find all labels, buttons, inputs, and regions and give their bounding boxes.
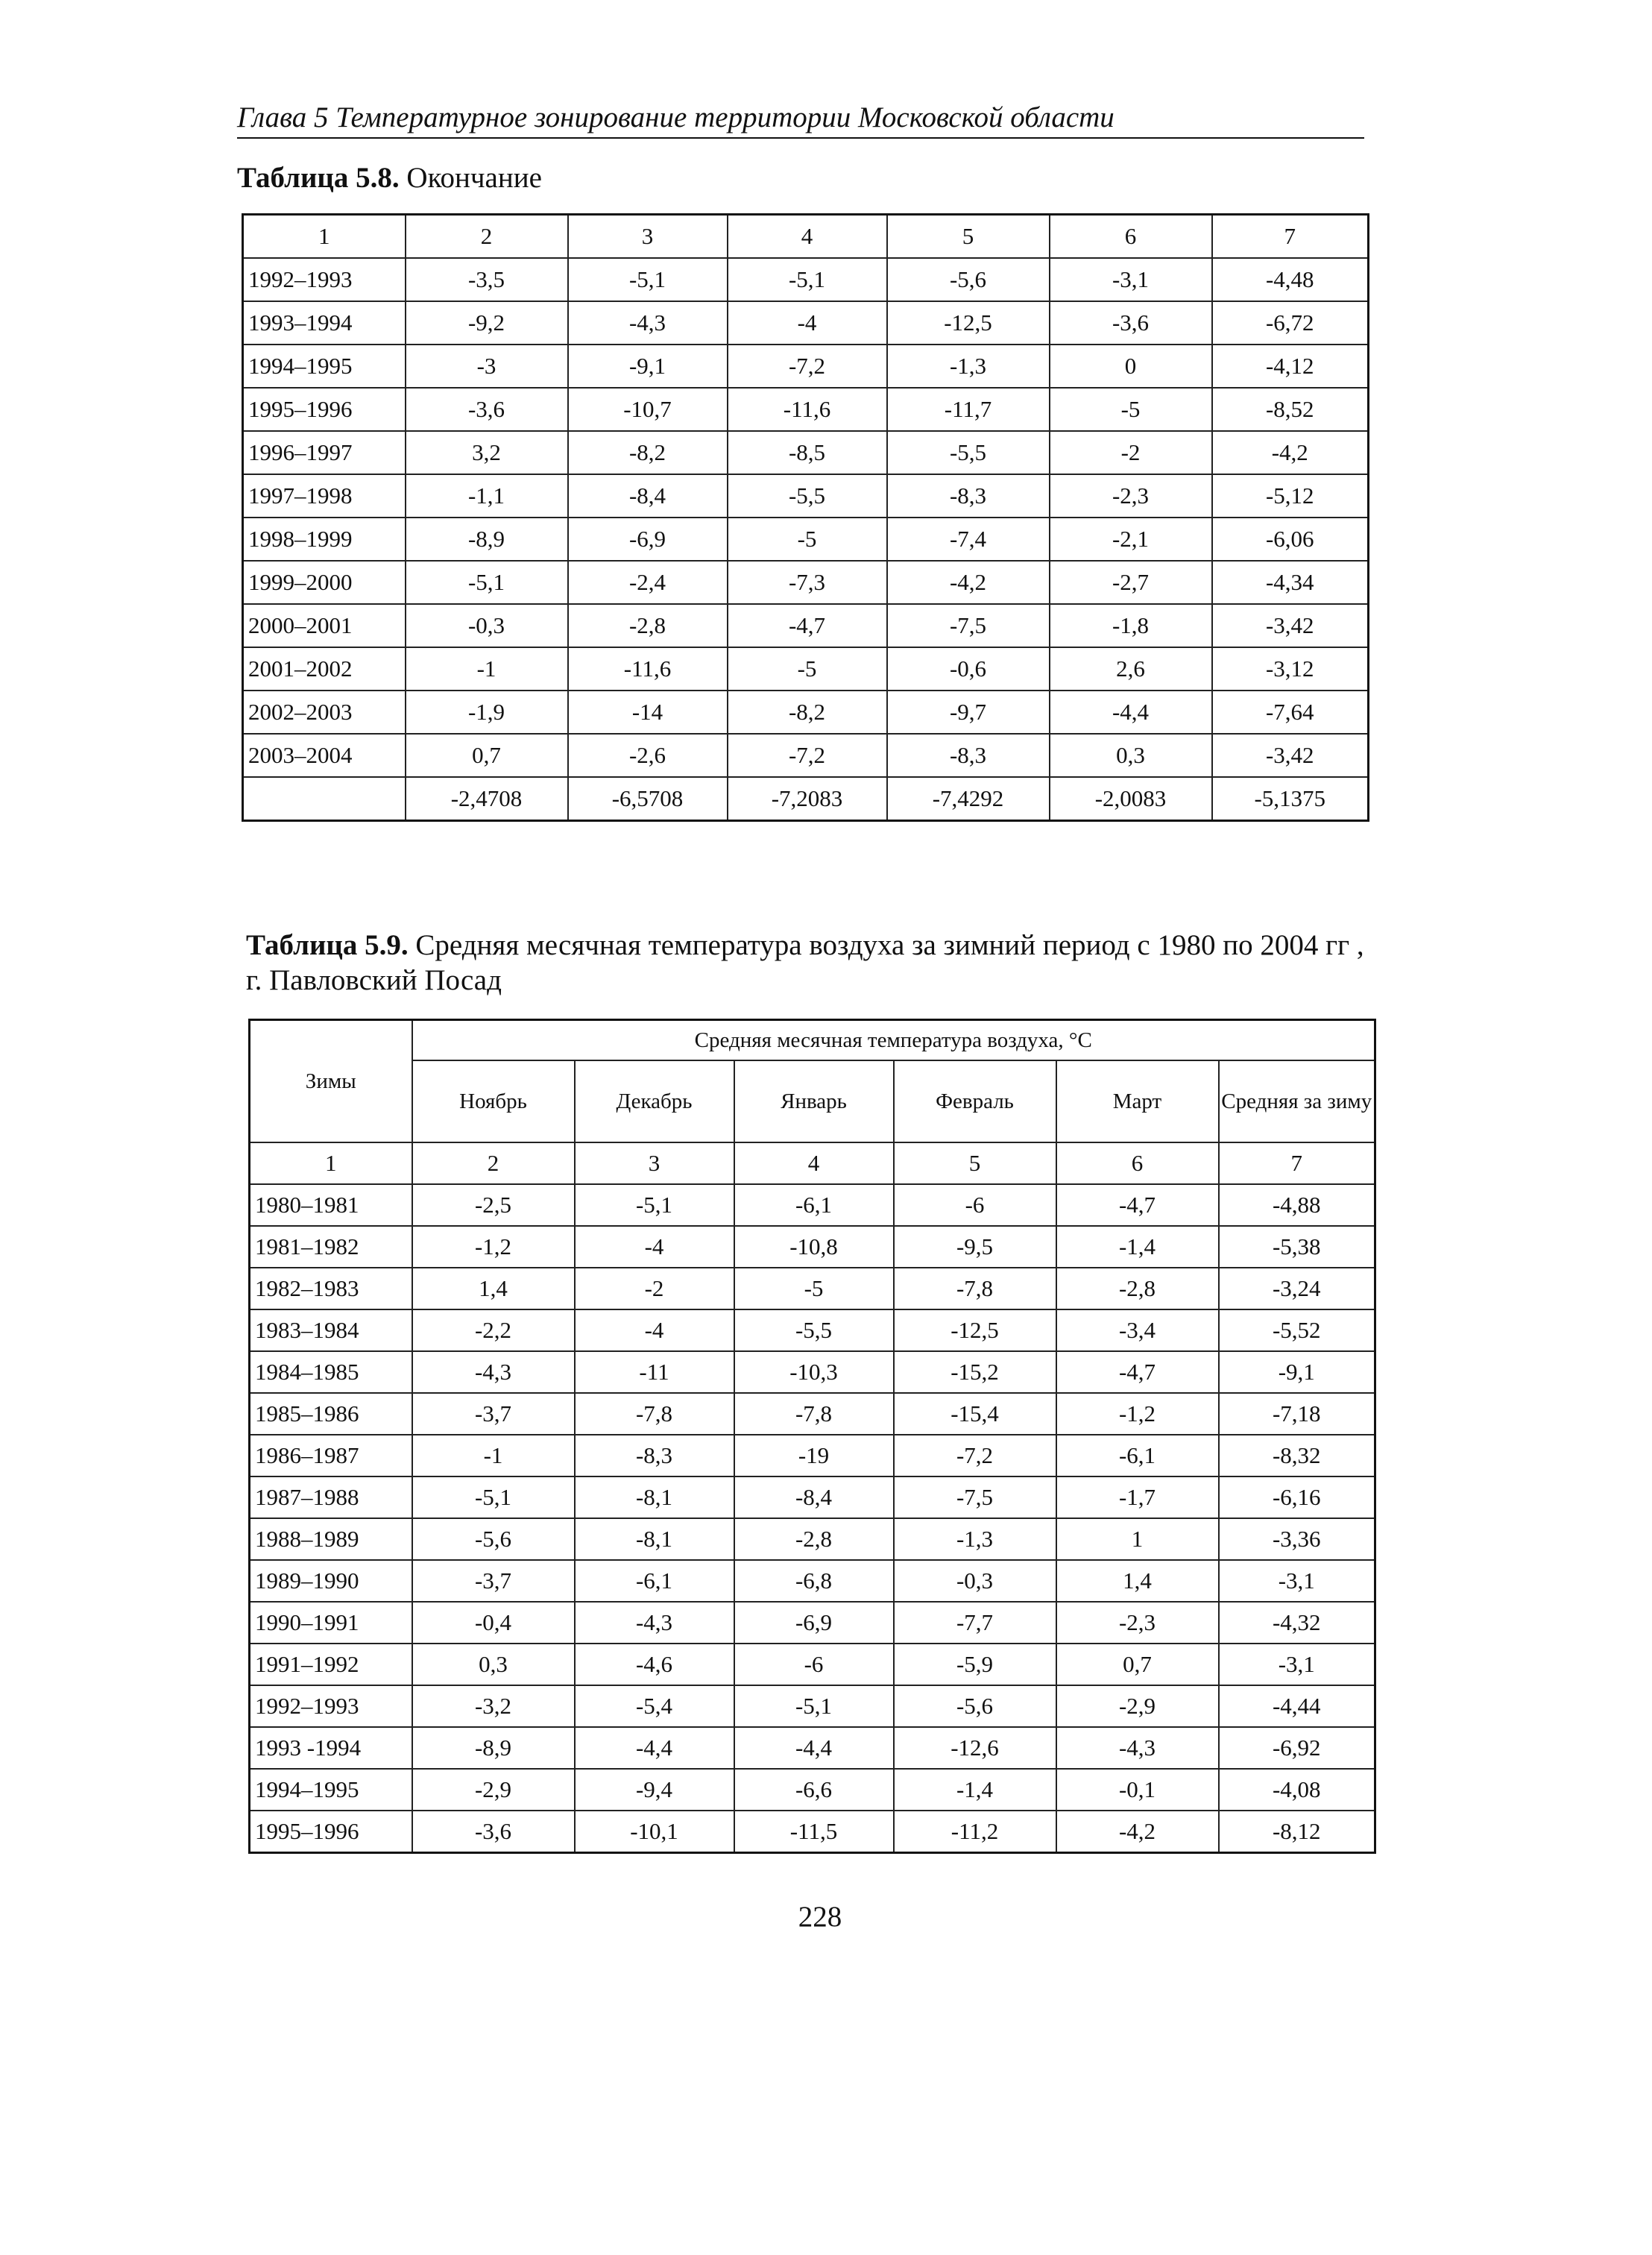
temperature-cell: -4,4 — [734, 1727, 894, 1769]
temperature-cell: -1,4 — [894, 1769, 1056, 1811]
temperature-cell: -7,2 — [894, 1435, 1056, 1476]
table-row — [250, 1309, 1375, 1351]
temperature-cell: -9,1 — [1219, 1351, 1375, 1393]
temperature-cell: -9,4 — [575, 1769, 734, 1811]
table-5-9-caption-label: Таблица 5.9. — [246, 929, 409, 961]
temperature-cell: -2,4708 — [406, 777, 568, 821]
temperature-cell: -0,6 — [887, 647, 1050, 691]
temperature-cell: -5,5 — [887, 431, 1050, 474]
temperature-cell: -8,3 — [887, 474, 1050, 518]
temperature-cell: -8,52 — [1212, 388, 1369, 431]
temperature-cell: 1,4 — [412, 1268, 575, 1309]
temperature-cell: 2,6 — [1050, 647, 1212, 691]
temperature-cell: -12,5 — [887, 301, 1050, 345]
temperature-cell: -3,24 — [1219, 1268, 1375, 1309]
table-row — [250, 1560, 1375, 1602]
temperature-cell: -5,52 — [1219, 1309, 1375, 1351]
temperature-cell: -9,5 — [894, 1226, 1056, 1268]
temperature-cell: -14 — [568, 691, 728, 734]
temperature-cell: -6,06 — [1212, 518, 1369, 561]
table-5-8-body — [243, 258, 1369, 821]
table-5-9-number-row — [250, 1142, 1375, 1184]
table-5-8-caption — [237, 161, 542, 195]
temperature-cell: -5,5 — [734, 1309, 894, 1351]
temperature-cell: -1 — [406, 647, 568, 691]
temperature-cell: -11,6 — [568, 647, 728, 691]
temperature-cell: -8,9 — [406, 518, 568, 561]
table-5-9 — [248, 1019, 1376, 1854]
temperature-cell: -7,7 — [894, 1602, 1056, 1644]
temperature-cell: -7,18 — [1219, 1393, 1375, 1435]
table-row — [250, 1184, 1375, 1226]
temperature-cell: -0,3 — [894, 1560, 1056, 1602]
column-number: 1 — [243, 215, 406, 259]
column-number: 1 — [250, 1142, 412, 1184]
temperature-cell: -0,4 — [412, 1602, 575, 1644]
table-5-9-caption — [246, 928, 1379, 998]
temperature-cell: -2,9 — [1056, 1685, 1219, 1727]
winter-period-cell: 1987–1988 — [250, 1476, 412, 1518]
temperature-cell: -3,42 — [1212, 734, 1369, 777]
winter-period-cell: 1998–1999 — [243, 518, 406, 561]
temperature-cell: -4,3 — [1056, 1727, 1219, 1769]
temperature-cell: -1,2 — [412, 1226, 575, 1268]
temperature-cell: -8,5 — [728, 431, 887, 474]
table-row — [250, 1727, 1375, 1769]
temperature-cell: -15,2 — [894, 1351, 1056, 1393]
temperature-cell: -2,2 — [412, 1309, 575, 1351]
temperature-cell: -4,08 — [1219, 1769, 1375, 1811]
temperature-cell: -5,6 — [894, 1685, 1056, 1727]
temperature-cell: -6,9 — [568, 518, 728, 561]
temperature-cell: -7,4292 — [887, 777, 1050, 821]
winter-period-cell: 1999–2000 — [243, 561, 406, 604]
temperature-cell: -2,4 — [568, 561, 728, 604]
temperature-cell: -4,44 — [1219, 1685, 1375, 1727]
temperature-cell: -4,4 — [1050, 691, 1212, 734]
temperature-cell: -5,6 — [887, 258, 1050, 301]
winter-period-cell: 1997–1998 — [243, 474, 406, 518]
temperature-cell: -8,9 — [412, 1727, 575, 1769]
winter-period-cell: 1993 -1994 — [250, 1727, 412, 1769]
temperature-cell: -5,1 — [568, 258, 728, 301]
winter-period-cell: 2001–2002 — [243, 647, 406, 691]
temperature-cell: 0,7 — [1056, 1644, 1219, 1685]
column-number: 6 — [1050, 215, 1212, 259]
temperature-cell: -5,1 — [734, 1685, 894, 1727]
table-row — [243, 691, 1369, 734]
temperature-cell: -2,8 — [1056, 1268, 1219, 1309]
temperature-cell: -8,32 — [1219, 1435, 1375, 1476]
temperature-cell: -4,4 — [575, 1727, 734, 1769]
temperature-cell: -5 — [734, 1268, 894, 1309]
temperature-cell: -4,7 — [1056, 1184, 1219, 1226]
temperature-cell: -7,5 — [887, 604, 1050, 647]
table-row — [250, 1476, 1375, 1518]
winter-period-cell: 1981–1982 — [250, 1226, 412, 1268]
temperature-cell: -6,8 — [734, 1560, 894, 1602]
column-number: 4 — [728, 215, 887, 259]
chapter-header: Глава 5 Температурное зонирование территории Московской области — [237, 101, 1364, 139]
temperature-cell: -4,3 — [412, 1351, 575, 1393]
table-5-9-caption-text: Средняя месячная температура воздуха за зимний период с 1980 по 2004 гг , г. Павловский Посад — [246, 929, 1364, 996]
month-header-november: Ноябрь — [412, 1060, 575, 1142]
temperature-cell: -1,4 — [1056, 1226, 1219, 1268]
table-row — [250, 1644, 1375, 1685]
temperature-cell: -1 — [412, 1435, 575, 1476]
temperature-cell: -1,3 — [894, 1518, 1056, 1560]
temperature-cell: -4,48 — [1212, 258, 1369, 301]
column-number: 7 — [1219, 1142, 1375, 1184]
avg-temp-group-header: Средняя месячная температура воздуха, °С — [412, 1020, 1375, 1061]
temperature-cell: -3,2 — [412, 1685, 575, 1727]
column-number: 3 — [575, 1142, 734, 1184]
month-header-february: Февраль — [894, 1060, 1056, 1142]
table-5-8-caption-label: Таблица 5.8. — [237, 162, 400, 194]
temperature-cell: -5,5 — [728, 474, 887, 518]
winter-period-cell: 1988–1989 — [250, 1518, 412, 1560]
temperature-cell: -3,6 — [412, 1811, 575, 1853]
temperature-cell: -4,6 — [575, 1644, 734, 1685]
winter-period-cell: 1992–1993 — [250, 1685, 412, 1727]
winter-period-cell: 1992–1993 — [243, 258, 406, 301]
temperature-cell: -2 — [1050, 431, 1212, 474]
table-row — [250, 1393, 1375, 1435]
temperature-cell: -11,6 — [728, 388, 887, 431]
temperature-cell: -1,2 — [1056, 1393, 1219, 1435]
table-5-8-header-row — [243, 215, 1369, 259]
temperature-cell: 1 — [1056, 1518, 1219, 1560]
temperature-cell: -5 — [728, 647, 887, 691]
temperature-cell: -9,7 — [887, 691, 1050, 734]
table-row — [243, 388, 1369, 431]
table-row — [250, 1769, 1375, 1811]
temperature-cell: -7,8 — [734, 1393, 894, 1435]
temperature-cell: -9,1 — [568, 345, 728, 388]
table-5-8-caption-text: Окончание — [399, 162, 542, 194]
temperature-cell: 0,7 — [406, 734, 568, 777]
temperature-cell: -2,0083 — [1050, 777, 1212, 821]
temperature-cell: -6,92 — [1219, 1727, 1375, 1769]
temperature-cell: -7,3 — [728, 561, 887, 604]
temperature-cell: -11,5 — [734, 1811, 894, 1853]
winter-period-cell: 1986–1987 — [250, 1435, 412, 1476]
temperature-cell: -8,4 — [734, 1476, 894, 1518]
temperature-cell: -1,3 — [887, 345, 1050, 388]
temperature-cell: -3,7 — [412, 1393, 575, 1435]
temperature-cell: -4,34 — [1212, 561, 1369, 604]
temperature-cell: -4 — [728, 301, 887, 345]
temperature-cell: -5,1375 — [1212, 777, 1369, 821]
table-5-8 — [242, 213, 1369, 822]
temperature-cell: -1,7 — [1056, 1476, 1219, 1518]
temperature-cell: -6 — [894, 1184, 1056, 1226]
temperature-cell: -11,7 — [887, 388, 1050, 431]
temperature-cell: -4,2 — [1212, 431, 1369, 474]
temperature-cell: -8,2 — [728, 691, 887, 734]
temperature-cell: -6,9 — [734, 1602, 894, 1644]
table-row — [250, 1435, 1375, 1476]
table-row — [243, 734, 1369, 777]
temperature-cell: -8,3 — [575, 1435, 734, 1476]
temperature-cell: -6,1 — [734, 1184, 894, 1226]
temperature-cell: -8,1 — [575, 1476, 734, 1518]
temperature-cell: -5,9 — [894, 1644, 1056, 1685]
temperature-cell: -3,1 — [1219, 1644, 1375, 1685]
month-header-december: Декабрь — [575, 1060, 734, 1142]
winter-period-cell: 1980–1981 — [250, 1184, 412, 1226]
winter-period-cell: 1989–1990 — [250, 1560, 412, 1602]
table-row — [243, 604, 1369, 647]
winter-period-cell: 1991–1992 — [250, 1644, 412, 1685]
table-row — [243, 431, 1369, 474]
month-header-march: Март — [1056, 1060, 1219, 1142]
temperature-cell: -10,3 — [734, 1351, 894, 1393]
temperature-cell: -1,8 — [1050, 604, 1212, 647]
column-number: 3 — [568, 215, 728, 259]
temperature-cell: -2,7 — [1050, 561, 1212, 604]
winter-period-cell — [243, 777, 406, 821]
temperature-cell: -6,5708 — [568, 777, 728, 821]
table-row — [250, 1351, 1375, 1393]
temperature-cell: -4,32 — [1219, 1602, 1375, 1644]
temperature-cell: -3 — [406, 345, 568, 388]
temperature-cell: -4,2 — [887, 561, 1050, 604]
winter-period-cell: 1982–1983 — [250, 1268, 412, 1309]
temperature-cell: -2,3 — [1056, 1602, 1219, 1644]
temperature-cell: -2 — [575, 1268, 734, 1309]
temperature-cell: -4,3 — [568, 301, 728, 345]
temperature-cell: -10,7 — [568, 388, 728, 431]
temperature-cell: -19 — [734, 1435, 894, 1476]
temperature-cell: -2,9 — [412, 1769, 575, 1811]
column-number: 4 — [734, 1142, 894, 1184]
temperature-cell: -3,42 — [1212, 604, 1369, 647]
temperature-cell: -10,8 — [734, 1226, 894, 1268]
temperature-cell: -5,1 — [412, 1476, 575, 1518]
temperature-cell: -12,5 — [894, 1309, 1056, 1351]
temperature-cell: -7,2 — [728, 734, 887, 777]
table-row — [243, 474, 1369, 518]
winter-period-cell: 2003–2004 — [243, 734, 406, 777]
table-5-9-header-row-1 — [250, 1020, 1375, 1061]
table-row — [250, 1685, 1375, 1727]
table-row — [250, 1268, 1375, 1309]
temperature-cell: 0,3 — [1050, 734, 1212, 777]
temperature-cell: -5 — [1050, 388, 1212, 431]
column-number: 2 — [406, 215, 568, 259]
page-number: 228 — [798, 1901, 842, 1933]
temperature-cell: -8,12 — [1219, 1811, 1375, 1853]
table-5-9-header-row-2 — [250, 1060, 1375, 1142]
temperature-cell: -6,16 — [1219, 1476, 1375, 1518]
column-number: 5 — [887, 215, 1050, 259]
table-row — [243, 301, 1369, 345]
temperature-cell: -8,4 — [568, 474, 728, 518]
temperature-cell: -8,3 — [887, 734, 1050, 777]
temperature-cell: -5,1 — [406, 561, 568, 604]
table-row — [250, 1602, 1375, 1644]
winter-period-cell: 1990–1991 — [250, 1602, 412, 1644]
temperature-cell: -3,7 — [412, 1560, 575, 1602]
temperature-cell: -0,1 — [1056, 1769, 1219, 1811]
column-number: 2 — [412, 1142, 575, 1184]
temperature-cell: -3,1 — [1050, 258, 1212, 301]
temperature-cell: -3,4 — [1056, 1309, 1219, 1351]
table-row — [250, 1226, 1375, 1268]
table-row — [243, 345, 1369, 388]
winter-period-cell: 1994–1995 — [243, 345, 406, 388]
temperature-cell: -0,3 — [406, 604, 568, 647]
temperature-cell: -5,4 — [575, 1685, 734, 1727]
temperature-cell: -6 — [734, 1644, 894, 1685]
temperature-cell: -4,12 — [1212, 345, 1369, 388]
table-row — [243, 777, 1369, 821]
temperature-cell: -3,1 — [1219, 1560, 1375, 1602]
table-row — [250, 1518, 1375, 1560]
temperature-cell: -4,7 — [728, 604, 887, 647]
temperature-cell: -4 — [575, 1309, 734, 1351]
temperature-cell: -5,38 — [1219, 1226, 1375, 1268]
temperature-cell: -1,9 — [406, 691, 568, 734]
temperature-cell: -2,8 — [734, 1518, 894, 1560]
temperature-cell: -8,2 — [568, 431, 728, 474]
winter-average-header: Средняя за зиму — [1219, 1060, 1375, 1142]
temperature-cell: -3,36 — [1219, 1518, 1375, 1560]
temperature-cell: -12,6 — [894, 1727, 1056, 1769]
temperature-cell: -11 — [575, 1351, 734, 1393]
temperature-cell: -2,6 — [568, 734, 728, 777]
temperature-cell: -3,12 — [1212, 647, 1369, 691]
temperature-cell: -7,5 — [894, 1476, 1056, 1518]
table-5-9-body — [250, 1184, 1375, 1853]
winter-period-cell: 1996–1997 — [243, 431, 406, 474]
temperature-cell: -7,2 — [728, 345, 887, 388]
winter-period-cell: 2002–2003 — [243, 691, 406, 734]
temperature-cell: -11,2 — [894, 1811, 1056, 1853]
temperature-cell: 0 — [1050, 345, 1212, 388]
temperature-cell: -2,5 — [412, 1184, 575, 1226]
temperature-cell: -15,4 — [894, 1393, 1056, 1435]
temperature-cell: 0,3 — [412, 1644, 575, 1685]
winter-period-cell: 2000–2001 — [243, 604, 406, 647]
temperature-cell: -5,1 — [575, 1184, 734, 1226]
temperature-cell: -4,88 — [1219, 1184, 1375, 1226]
winters-header: Зимы — [250, 1020, 412, 1143]
temperature-cell: -4,3 — [575, 1602, 734, 1644]
temperature-cell: -4,7 — [1056, 1351, 1219, 1393]
winter-period-cell: 1985–1986 — [250, 1393, 412, 1435]
table-row — [250, 1811, 1375, 1853]
temperature-cell: -7,8 — [894, 1268, 1056, 1309]
column-number: 5 — [894, 1142, 1056, 1184]
column-number: 7 — [1212, 215, 1369, 259]
temperature-cell: -6,6 — [734, 1769, 894, 1811]
winter-period-cell: 1995–1996 — [250, 1811, 412, 1853]
temperature-cell: -3,6 — [1050, 301, 1212, 345]
temperature-cell: -6,1 — [1056, 1435, 1219, 1476]
table-row — [243, 561, 1369, 604]
temperature-cell: -10,1 — [575, 1811, 734, 1853]
month-header-january: Январь — [734, 1060, 894, 1142]
temperature-cell: -6,72 — [1212, 301, 1369, 345]
temperature-cell: -7,4 — [887, 518, 1050, 561]
winter-period-cell: 1984–1985 — [250, 1351, 412, 1393]
table-row — [243, 258, 1369, 301]
winter-period-cell: 1993–1994 — [243, 301, 406, 345]
temperature-cell: -1,1 — [406, 474, 568, 518]
temperature-cell: -5,1 — [728, 258, 887, 301]
table-row — [243, 518, 1369, 561]
temperature-cell: -7,2083 — [728, 777, 887, 821]
temperature-cell: -8,1 — [575, 1518, 734, 1560]
temperature-cell: -4,2 — [1056, 1811, 1219, 1853]
temperature-cell: -9,2 — [406, 301, 568, 345]
temperature-cell: -4 — [575, 1226, 734, 1268]
temperature-cell: -5,12 — [1212, 474, 1369, 518]
winter-period-cell: 1983–1984 — [250, 1309, 412, 1351]
temperature-cell: -7,8 — [575, 1393, 734, 1435]
winter-period-cell: 1994–1995 — [250, 1769, 412, 1811]
temperature-cell: 1,4 — [1056, 1560, 1219, 1602]
temperature-cell: -2,1 — [1050, 518, 1212, 561]
temperature-cell: -2,3 — [1050, 474, 1212, 518]
temperature-cell: -3,6 — [406, 388, 568, 431]
temperature-cell: -5 — [728, 518, 887, 561]
temperature-cell: 3,2 — [406, 431, 568, 474]
temperature-cell: -6,1 — [575, 1560, 734, 1602]
temperature-cell: -2,8 — [568, 604, 728, 647]
temperature-cell: -3,5 — [406, 258, 568, 301]
table-row — [243, 647, 1369, 691]
temperature-cell: -5,6 — [412, 1518, 575, 1560]
column-number: 6 — [1056, 1142, 1219, 1184]
winter-period-cell: 1995–1996 — [243, 388, 406, 431]
temperature-cell: -7,64 — [1212, 691, 1369, 734]
